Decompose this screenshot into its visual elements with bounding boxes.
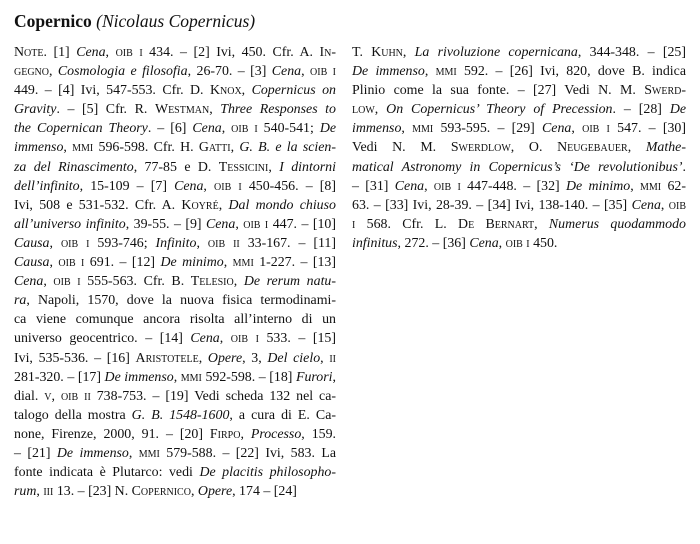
note-text: . – [5] Cfr. R. xyxy=(56,102,155,118)
note-line xyxy=(14,177,336,196)
small-caps-text: Aristotele xyxy=(135,350,199,366)
note-line xyxy=(14,138,336,157)
note-line xyxy=(352,81,686,100)
note-text: 568. Cfr. L. xyxy=(355,216,459,232)
note-text: 450-456. – [8] xyxy=(241,178,336,194)
italic-text: Cena xyxy=(14,274,44,290)
note-text: , 39-55. – [9] xyxy=(125,216,206,232)
note-line xyxy=(14,387,336,406)
small-caps-text: mmi xyxy=(412,121,434,137)
italic-text: Cena xyxy=(469,235,499,251)
note-text: , 26-70. – [3] xyxy=(187,64,272,80)
italic-text: rum xyxy=(14,484,37,500)
note-text: , xyxy=(240,426,251,442)
note-line xyxy=(352,43,686,62)
note-line xyxy=(352,234,686,253)
note-text: Ivi, 508 e 531-532. Cfr. A. xyxy=(14,197,182,213)
small-caps-text: i xyxy=(352,216,356,232)
italic-text: De minimo xyxy=(566,178,631,194)
note-line xyxy=(14,310,336,329)
note-text: 1-227. – [13] xyxy=(253,255,336,271)
note-text: , 159. xyxy=(301,426,336,442)
entry-heading xyxy=(14,10,255,32)
small-caps-text: Tessicini xyxy=(218,159,269,175)
note-text: . – [6] xyxy=(147,121,193,137)
note-text: , xyxy=(105,45,116,60)
italic-text: Cena xyxy=(271,64,302,80)
note-text: , xyxy=(534,216,549,232)
note-text: T. xyxy=(352,45,372,60)
note-text: , xyxy=(233,274,244,290)
small-caps-text: oib ii xyxy=(207,235,240,251)
small-caps-text: mmi xyxy=(640,178,662,194)
note-line xyxy=(352,215,686,234)
small-caps-text: oib ii xyxy=(60,388,91,404)
note-text: , xyxy=(43,274,54,290)
small-caps-text: oib i xyxy=(60,235,90,251)
note-text: , xyxy=(320,350,330,366)
italic-text: Opere xyxy=(207,350,243,366)
italic-text: De immenso xyxy=(56,445,129,461)
note-text: , xyxy=(49,235,61,251)
italic-text: De xyxy=(319,121,337,137)
small-caps-text: ii xyxy=(329,350,336,366)
note-text: , xyxy=(332,369,336,385)
italic-text: Opere xyxy=(197,484,233,500)
note-text: , xyxy=(219,331,231,347)
note-text: – [31] xyxy=(352,178,395,194)
small-caps-text: oib i xyxy=(230,331,259,347)
small-caps-text: Copernico xyxy=(131,484,191,500)
note-line xyxy=(14,406,336,425)
italic-text: dell’infinito xyxy=(14,178,80,194)
italic-text: ra xyxy=(14,293,27,309)
note-text: , 272. – [36] xyxy=(397,235,470,251)
italic-text: infinitus xyxy=(352,235,398,251)
note-text: , xyxy=(630,178,641,194)
note-text: Vedi N. M. xyxy=(352,140,451,156)
note-text: 281-320. – [17] xyxy=(14,369,105,385)
note-line xyxy=(14,158,336,177)
small-caps-text: oib i xyxy=(53,274,81,290)
note-text: , xyxy=(203,178,215,194)
note-text: 62- xyxy=(661,178,686,194)
small-caps-text: oib i xyxy=(505,235,530,251)
note-text: , xyxy=(627,140,646,156)
note-text: Ivi, 535-536. – [16] xyxy=(14,350,136,366)
small-caps-text: Koyré xyxy=(181,197,219,213)
note-line xyxy=(14,234,336,253)
small-caps-text: Gatti xyxy=(198,140,231,156)
note-line xyxy=(352,62,686,81)
small-caps-text: oib i xyxy=(310,64,337,80)
small-caps-text: gegno xyxy=(14,64,49,80)
note-line xyxy=(14,444,336,463)
italic-text: immenso xyxy=(14,140,64,156)
italic-text: Numerus quodammodo xyxy=(548,216,687,232)
note-text: . [1] xyxy=(43,45,77,60)
small-caps-text: oib i xyxy=(582,121,610,137)
note-text: , xyxy=(660,197,669,213)
italic-text: Causa xyxy=(14,235,50,251)
italic-text: De xyxy=(669,102,687,118)
note-text: 579-588. – [22] Ivi, 583. La xyxy=(159,445,336,461)
italic-text: De immenso xyxy=(352,64,425,80)
note-text: , xyxy=(223,255,233,271)
note-text: , xyxy=(301,64,311,80)
note-text: , xyxy=(221,121,232,137)
small-caps-text: Note xyxy=(14,45,44,60)
note-text: , xyxy=(571,121,583,137)
note-line xyxy=(352,196,686,215)
note-text: , 344-348. – [25] xyxy=(577,45,686,60)
note-line xyxy=(14,291,336,310)
note-text: . xyxy=(682,159,686,175)
note-text: 593-595. – [29] xyxy=(433,121,543,137)
small-caps-text: Swerd- xyxy=(644,83,686,99)
italic-text: Furori xyxy=(295,369,333,385)
italic-text: Copernicus on xyxy=(251,83,336,99)
note-text: universo geocentrico. – [14] xyxy=(14,331,191,347)
small-caps-text: oib i xyxy=(231,121,258,137)
italic-text: immenso xyxy=(352,121,402,137)
note-text: talogo della mostra xyxy=(14,407,132,423)
italic-text: Cena xyxy=(542,121,572,137)
note-line xyxy=(14,81,336,100)
italic-text: matical Astronomy in Copernicus’s ‘De revolutionibus’ xyxy=(352,159,683,175)
note-text: , Napoli, 1570, dove la nuova fisica termodinami- xyxy=(26,293,336,309)
note-line xyxy=(14,329,336,348)
note-text: dial. xyxy=(14,388,45,404)
italic-text: G. B. 1548-1600 xyxy=(131,407,230,423)
italic-text: za del Rinascimento xyxy=(14,159,134,175)
small-caps-text: oib i xyxy=(115,45,143,60)
note-text: , xyxy=(218,197,229,213)
small-caps-text: mmi xyxy=(435,64,457,80)
note-text: , xyxy=(128,445,139,461)
note-text: 555-563. Cfr. B. xyxy=(80,274,191,290)
note-text: , 3, xyxy=(242,350,268,366)
note-line xyxy=(14,482,336,501)
note-line xyxy=(14,196,336,215)
entry-title: Copernico xyxy=(14,11,92,31)
note-line xyxy=(14,425,336,444)
italic-text: De immenso xyxy=(104,369,174,385)
notes-column-left xyxy=(14,43,336,501)
note-text: , xyxy=(374,102,387,118)
italic-text: Cena xyxy=(190,331,220,347)
small-caps-text: low xyxy=(352,102,375,118)
note-text: 447. – [10] xyxy=(268,216,336,232)
italic-text: De placitis philosopho- xyxy=(199,465,336,481)
note-text: , 174 – [24] xyxy=(232,484,297,500)
note-text: , xyxy=(235,216,244,232)
note-line xyxy=(14,43,336,62)
small-caps-text: Firpo xyxy=(209,426,241,442)
italic-text: Dal mondo chiuso xyxy=(228,197,336,213)
note-text: , xyxy=(498,235,506,251)
note-text: , 15-109 – [7] xyxy=(79,178,175,194)
note-text: , xyxy=(401,121,413,137)
small-caps-text: De Bernart xyxy=(458,216,535,232)
italic-text: Cosmologia e filosofia xyxy=(57,64,188,80)
note-line xyxy=(14,215,336,234)
note-text: , xyxy=(424,178,434,194)
note-line xyxy=(352,177,686,196)
note-text: 533. – [15] xyxy=(258,331,336,347)
note-text: 447-448. – [32] xyxy=(460,178,566,194)
small-caps-text: Kuhn xyxy=(371,45,403,60)
note-text: , xyxy=(51,388,61,404)
small-caps-text: mmi xyxy=(180,369,202,385)
note-text: , xyxy=(36,484,44,500)
note-text: Plinio come la sua fonte. – [27] Vedi N. M. xyxy=(352,83,645,99)
note-line xyxy=(14,368,336,387)
small-caps-text: oib i xyxy=(433,178,461,194)
italic-text: all’universo infinito xyxy=(14,216,126,232)
small-caps-text: Neugebauer xyxy=(557,140,628,156)
note-text: 33-167. – [11] xyxy=(239,235,336,251)
note-text: none, Firenze, 2000, 91. – [20] xyxy=(14,426,210,442)
note-text: , xyxy=(173,369,181,385)
italic-text: De minimo xyxy=(160,255,224,271)
note-text: , xyxy=(424,64,436,80)
italic-text: Gravity xyxy=(14,102,57,118)
small-caps-text: oib xyxy=(668,197,687,213)
note-text: 738-753. – [19] Vedi scheda 132 nel ca- xyxy=(90,388,337,404)
note-text: 450. xyxy=(529,235,558,251)
small-caps-text: oib i xyxy=(214,178,242,194)
note-text: , xyxy=(63,140,73,156)
small-caps-text: mmi xyxy=(232,255,254,271)
note-text: 592. – [26] Ivi, 820, dove B. indica xyxy=(456,64,686,80)
note-text: 540-541; xyxy=(257,121,320,137)
small-caps-text: oib i xyxy=(58,255,85,271)
note-text: , xyxy=(268,159,280,175)
note-line xyxy=(14,100,336,119)
italic-text: Processo xyxy=(250,426,302,442)
note-text: ca viene comunque ancora risolta all’interno di un xyxy=(14,312,336,328)
note-text: , xyxy=(209,102,221,118)
note-text: . – [28] xyxy=(612,102,670,118)
small-caps-text: v xyxy=(44,388,52,404)
note-text: , xyxy=(198,350,208,366)
note-line xyxy=(14,62,336,81)
note-text: , 77-85 e D. xyxy=(133,159,219,175)
note-line xyxy=(352,158,686,177)
italic-text: Mathe- xyxy=(645,140,686,156)
italic-text: G. B. e la scien- xyxy=(239,140,336,156)
note-line xyxy=(352,100,686,119)
italic-text: Cena xyxy=(174,178,204,194)
italic-text: Cena xyxy=(192,121,222,137)
note-text: , xyxy=(196,235,208,251)
note-line xyxy=(14,463,336,482)
small-caps-text: Telesio xyxy=(190,274,234,290)
italic-text: Cena xyxy=(206,216,236,232)
note-text: 449. – [4] Ivi, 547-553. Cfr. D. xyxy=(14,83,210,99)
note-text: , xyxy=(49,255,59,271)
note-line xyxy=(352,138,686,157)
note-text: 592-598. – [18] xyxy=(201,369,296,385)
note-text: fonte indicata è Plutarco: vedi xyxy=(14,465,200,481)
italic-text: Infinito xyxy=(155,235,197,251)
italic-text: On Copernicus’ Theory of Precession xyxy=(386,102,613,118)
note-line xyxy=(14,253,336,272)
small-caps-text: iii xyxy=(43,484,54,500)
italic-text: I dintorni xyxy=(279,159,336,175)
note-line xyxy=(14,349,336,368)
note-text: , xyxy=(402,45,415,60)
italic-text: Cena xyxy=(631,197,661,213)
small-caps-text: mmi xyxy=(72,140,94,156)
small-caps-text: mmi xyxy=(138,445,160,461)
note-text: , xyxy=(49,64,58,80)
italic-text: Cena xyxy=(76,45,106,60)
note-text: , xyxy=(241,83,252,99)
note-text: , xyxy=(190,484,198,500)
small-caps-text: Swerdlow xyxy=(450,140,511,156)
notes-column-right xyxy=(352,43,686,253)
note-text: 63. – [33] Ivi, 28-39. – [34] Ivi, 138-140. – [35] xyxy=(352,197,632,213)
note-text: , a cura di E. Ca- xyxy=(229,407,336,423)
small-caps-text: oib i xyxy=(243,216,269,232)
note-line xyxy=(352,119,686,138)
italic-text: Causa xyxy=(14,255,50,271)
italic-text: Cena xyxy=(394,178,425,194)
small-caps-text: Westman xyxy=(154,102,210,118)
note-text: – [21] xyxy=(14,445,57,461)
small-caps-text: Knox xyxy=(209,83,242,99)
note-text: 547. – [30] xyxy=(609,121,686,137)
note-text: 434. – [2] Ivi, 450. Cfr. A. xyxy=(142,45,320,60)
note-text: , O. xyxy=(510,140,558,156)
italic-text: La rivoluzione copernicana xyxy=(414,45,578,60)
note-text: , xyxy=(230,140,240,156)
italic-text: Three Responses to xyxy=(220,102,336,118)
note-text: 13. – [23] N. xyxy=(53,484,132,500)
entry-latin-name: (Nicolaus Copernicus) xyxy=(96,11,256,31)
italic-text: De rerum natu- xyxy=(243,274,336,290)
note-line xyxy=(14,272,336,291)
note-text: 691. – [12] xyxy=(84,255,161,271)
note-line xyxy=(14,119,336,138)
note-text: 596-598. Cfr. H. xyxy=(93,140,199,156)
italic-text: Del cielo xyxy=(267,350,321,366)
note-text: 593-746; xyxy=(89,235,156,251)
small-caps-text: In- xyxy=(319,45,337,60)
italic-text: the Copernican Theory xyxy=(14,121,148,137)
